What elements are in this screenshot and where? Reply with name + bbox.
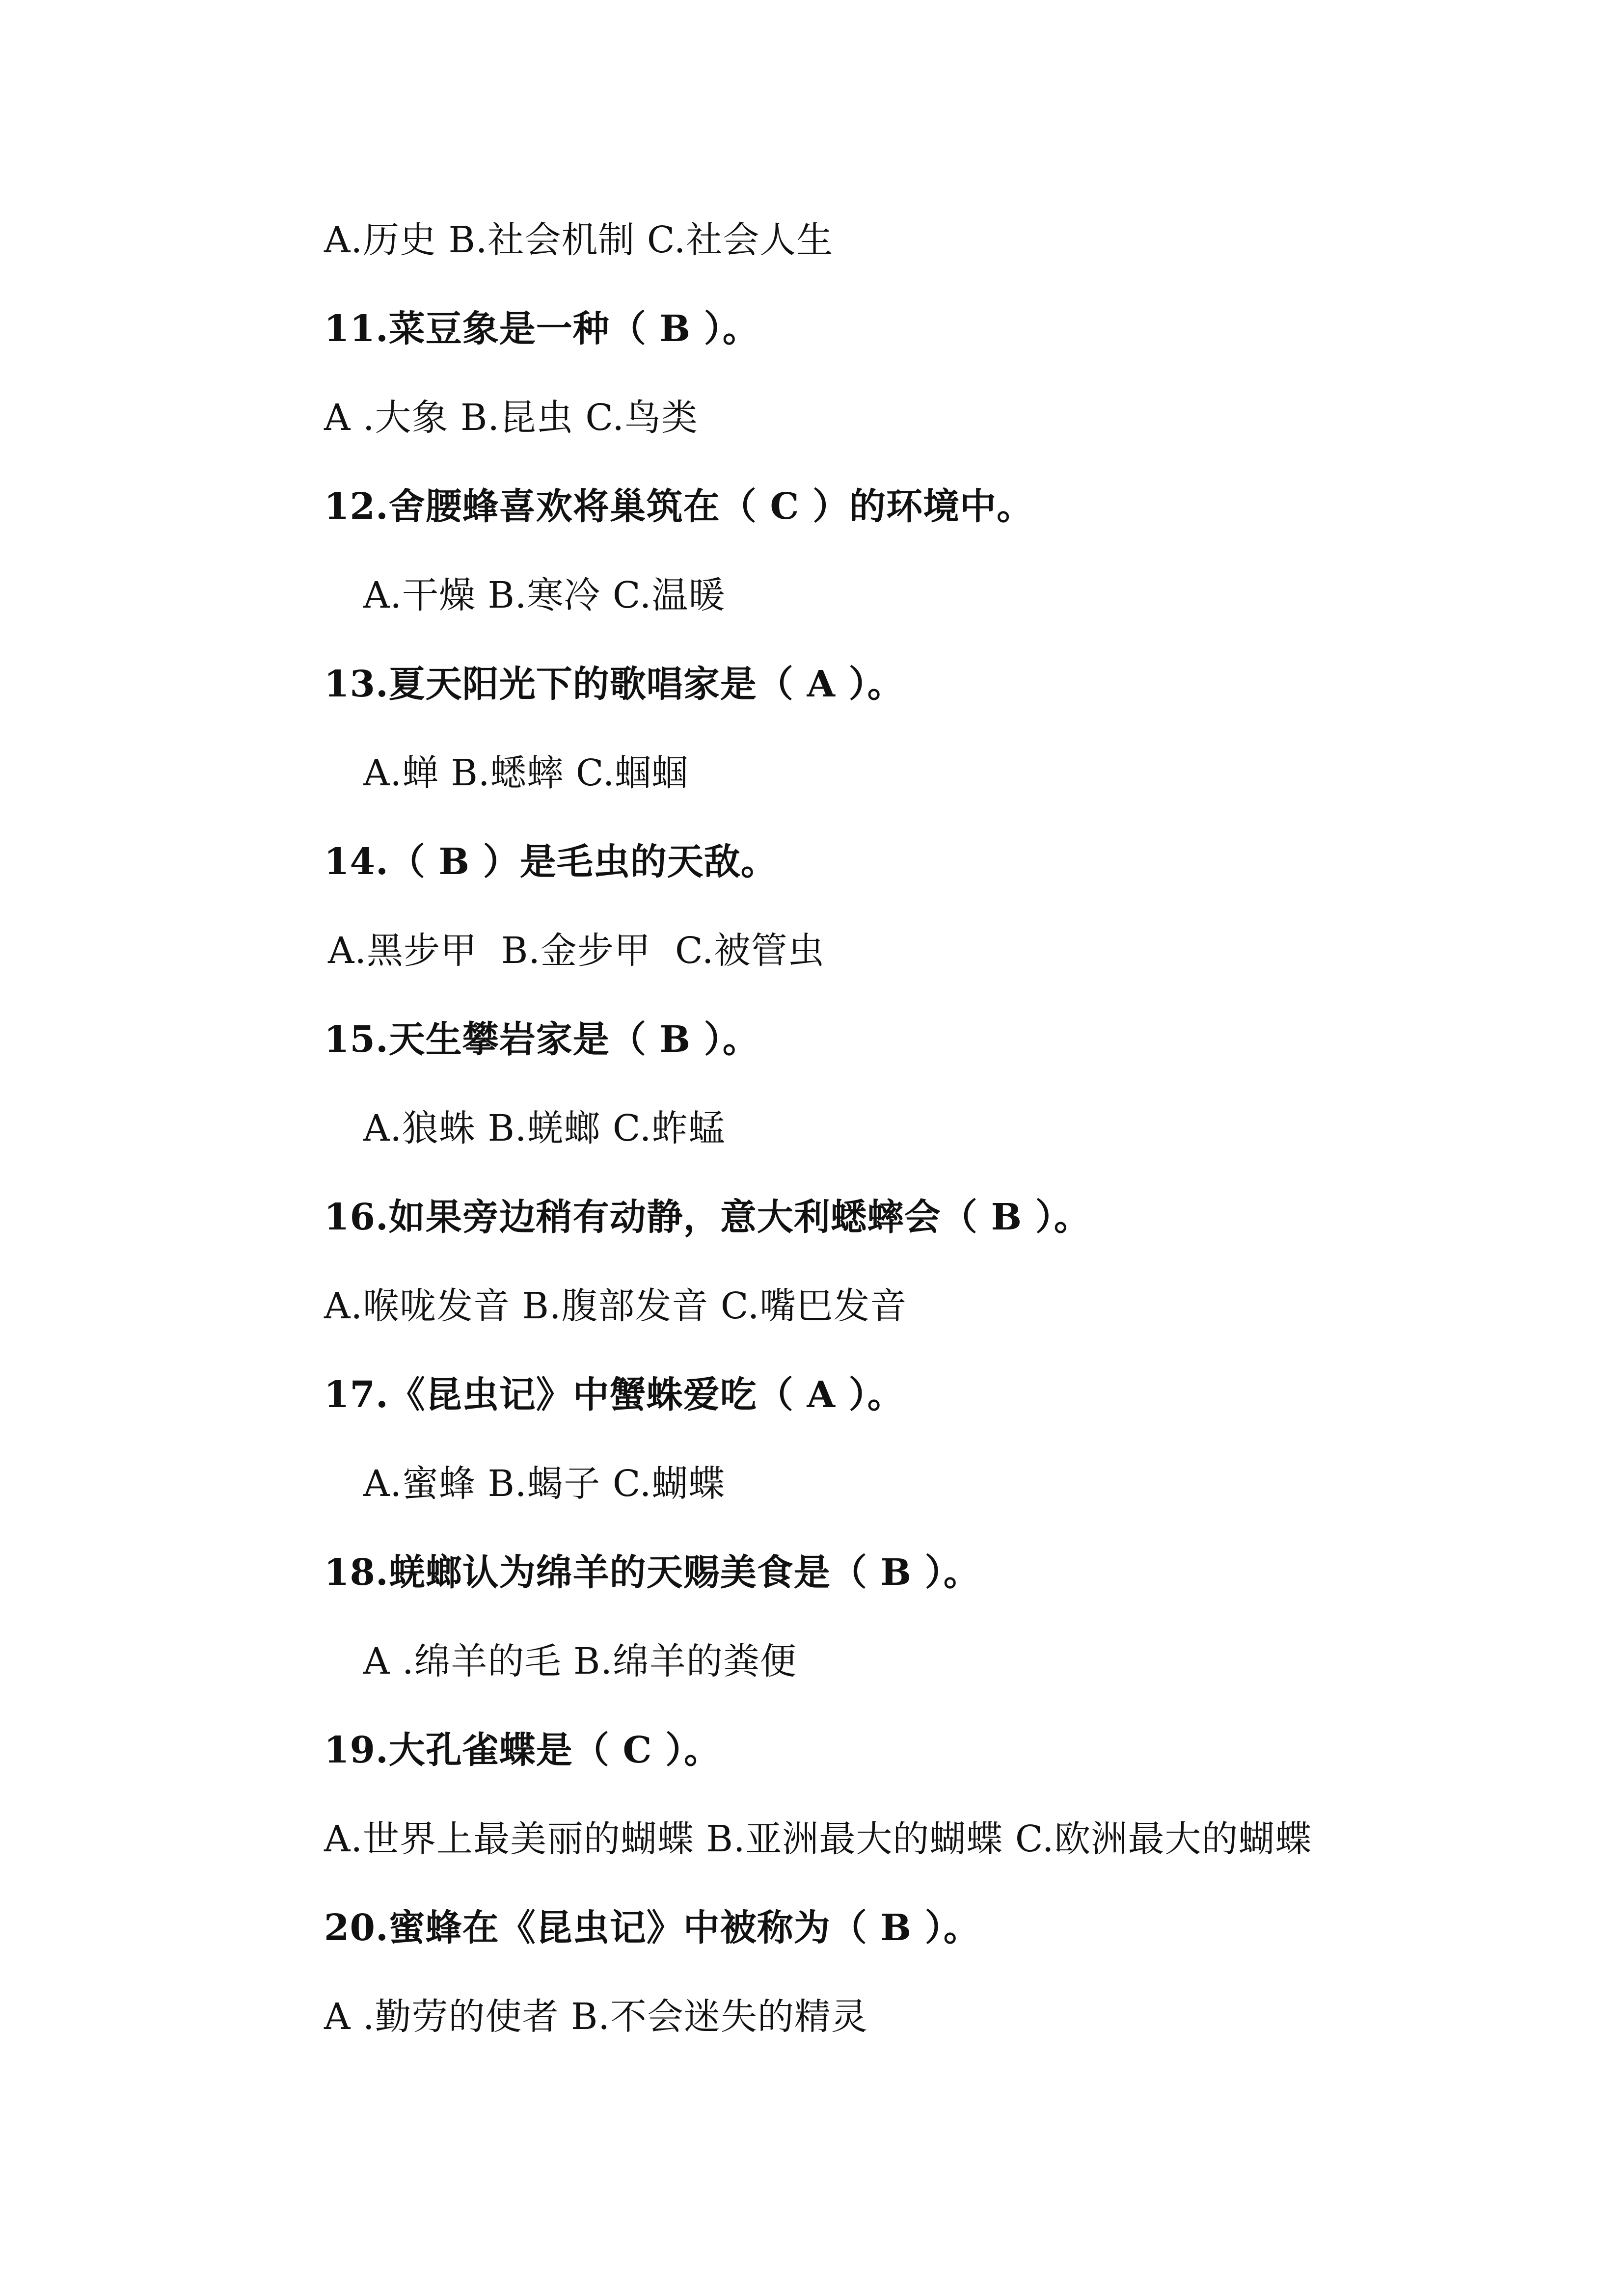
- question-12: 12.舍腰蜂喜欢将巢筑在（ C ）的环境中。: [324, 485, 1034, 528]
- option-line-q19: A.世界上最美丽的蝴蝶 B.亚洲最大的蝴蝶 C.欧洲最大的蝴蝶: [324, 1818, 1312, 1860]
- question-16: 16.如果旁边稍有动静，意大利蟋蟀会（ B ）。: [324, 1196, 1091, 1238]
- question-17: 17.《昆虫记》中蟹蛛爱吃（ A ）。: [324, 1374, 904, 1416]
- option-line-q12: A.干燥 B.寒冷 C.温暖: [363, 574, 726, 616]
- question-20: 20.蜜蜂在《昆虫记》中被称为（ B ）。: [324, 1907, 980, 1949]
- option-line-q15: A.狼蛛 B.蜣螂 C.蚱蜢: [363, 1107, 726, 1149]
- option-line-q18: A .绵羊的毛 B.绵羊的粪便: [363, 1640, 797, 1682]
- option-line-q13: A.蝉 B.蟋蟀 C.蝈蝈: [363, 752, 689, 794]
- option-line-q17: A.蜜蜂 B.蝎子 C.蝴蝶: [363, 1463, 726, 1505]
- question-19: 19.大孔雀蝶是（ C ）。: [324, 1729, 721, 1771]
- question-14: 14.（ B ）是毛虫的天敌。: [324, 841, 778, 883]
- option-line-q14: A.黑步甲 B.金步甲 C.被管虫: [328, 930, 825, 972]
- question-13: 13.夏天阳光下的歌唱家是（ A ）。: [324, 663, 904, 705]
- option-line-q16: A.喉咙发音 B.腹部发音 C.嘴巴发音: [324, 1285, 907, 1327]
- option-line-q11: A .大象 B.昆虫 C.鸟类: [324, 397, 698, 439]
- question-18: 18.蜣螂认为绵羊的天赐美食是（ B ）。: [324, 1551, 980, 1594]
- option-line-q10: A.历史 B.社会机制 C.社会人生: [324, 219, 834, 261]
- question-15: 15.天生攀岩家是（ B ）。: [324, 1018, 759, 1061]
- question-11: 11.菜豆象是一种（ B ）。: [324, 308, 759, 350]
- option-line-q20: A .勤劳的使者 B.不会迷失的精灵: [324, 1996, 868, 2038]
